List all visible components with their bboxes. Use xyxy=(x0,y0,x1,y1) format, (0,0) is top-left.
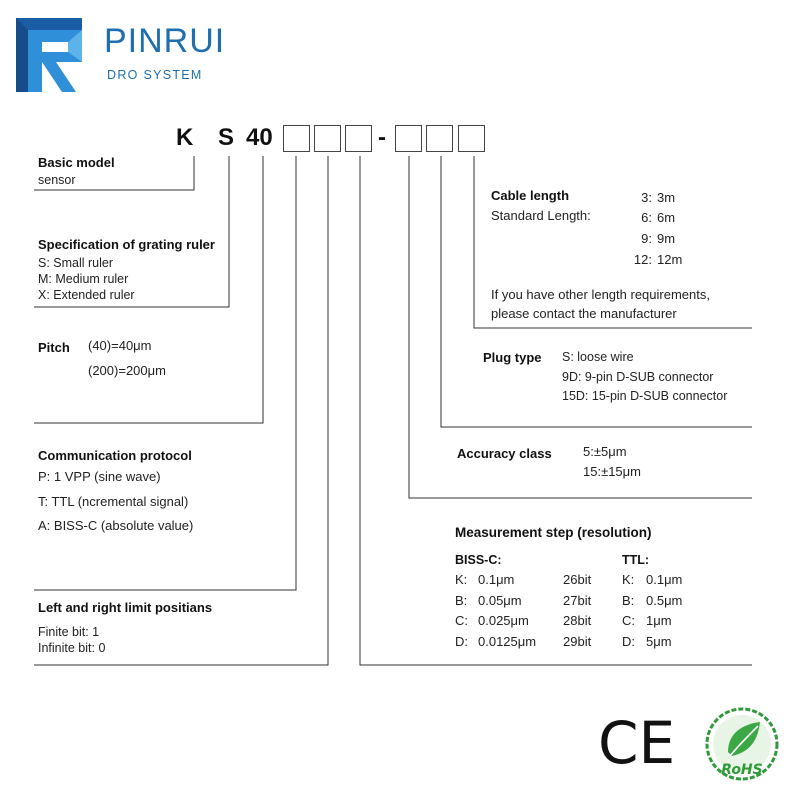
protocol-option: A: BISS-C (absolute value) xyxy=(38,518,194,533)
biss-code: D: xyxy=(455,634,468,649)
pitch-title: Pitch xyxy=(38,340,70,355)
code-dash: - xyxy=(378,124,386,151)
ttl-code: C: xyxy=(622,613,635,628)
biss-value: 0.025μm xyxy=(478,613,529,628)
biss-code: C: xyxy=(455,613,468,628)
biss-value: 0.05μm xyxy=(478,593,522,608)
biss-code: B: xyxy=(455,593,468,608)
ttl-code: D: xyxy=(622,634,635,649)
plug-title: Plug type xyxy=(483,350,542,365)
limit-title: Left and right limit positians xyxy=(38,600,213,615)
code-letter-k: K xyxy=(176,124,194,151)
line-cable xyxy=(474,156,752,328)
protocol-option: T: TTL (ncremental signal) xyxy=(38,494,189,509)
cable-code: 12: xyxy=(633,252,652,267)
brand-subtitle: DRO SYSTEM xyxy=(107,68,203,82)
limit-option: Infinite bit: 0 xyxy=(38,641,106,655)
pitch-option: (40)=40μm xyxy=(88,338,152,353)
biss-value: 0.0125μm xyxy=(478,634,537,649)
ttl-value: 5μm xyxy=(646,634,672,649)
ce-mark-text: CE xyxy=(598,712,676,770)
measurement-title: Measurement step (resolution) xyxy=(455,525,652,540)
pitch-option: (200)=200μm xyxy=(88,363,166,378)
ttl-code: K: xyxy=(622,572,635,587)
line-limit xyxy=(34,156,328,665)
plug-option: S: loose wire xyxy=(562,350,634,364)
cable-code: 3: xyxy=(641,190,652,205)
accuracy-title: Accuracy class xyxy=(457,446,552,461)
biss-bit: 26bit xyxy=(563,572,592,587)
cable-value: 9m xyxy=(657,231,676,246)
grating-option: S: Small ruler xyxy=(38,256,114,270)
biss-title: BISS-C: xyxy=(455,553,502,567)
line-measurement xyxy=(360,156,752,665)
cable-note: please contact the manufacturer xyxy=(491,306,677,321)
accuracy-option: 15:±15μm xyxy=(583,464,641,479)
basic-model-title: Basic model xyxy=(38,155,115,170)
plug-option: 9D: 9-pin D-SUB connector xyxy=(562,370,714,384)
code-letter-s: S xyxy=(218,124,235,151)
limit-option: Finite bit: 1 xyxy=(38,625,100,639)
cable-value: 3m xyxy=(657,190,676,205)
grating-option: X: Extended ruler xyxy=(38,288,135,302)
grating-spec-title: Specification of grating ruler xyxy=(38,237,215,252)
rohs-mark-icon xyxy=(704,706,780,782)
biss-value: 0.1μm xyxy=(478,572,515,587)
ttl-value: 0.1μm xyxy=(646,572,683,587)
cable-code: 9: xyxy=(641,231,652,246)
basic-model-value: sensor xyxy=(38,173,76,187)
brand-name: PINRUI xyxy=(104,22,226,60)
code-pitch: 40 xyxy=(246,124,273,151)
biss-bit: 28bit xyxy=(563,613,592,628)
cable-title: Cable length xyxy=(491,188,570,203)
cable-value: 12m xyxy=(657,252,683,267)
rohs-mark-text: RoHS xyxy=(721,762,763,778)
ttl-title: TTL: xyxy=(622,553,650,567)
cable-note: If you have other length requirements, xyxy=(491,287,710,302)
grating-option: M: Medium ruler xyxy=(38,272,129,286)
cable-value: 6m xyxy=(657,210,676,225)
biss-bit: 27bit xyxy=(563,593,592,608)
cable-code: 6: xyxy=(641,210,652,225)
biss-bit: 29bit xyxy=(563,634,592,649)
ttl-value: 1μm xyxy=(646,613,672,628)
plug-option: 15D: 15-pin D-SUB connector xyxy=(562,389,728,403)
cable-subtitle: Standard Length: xyxy=(491,208,591,223)
ce-mark-icon xyxy=(598,712,676,770)
protocol-title: Communication protocol xyxy=(38,448,192,463)
accuracy-option: 5:±5μm xyxy=(583,444,627,459)
ttl-value: 0.5μm xyxy=(646,593,683,608)
protocol-option: P: 1 VPP (sine wave) xyxy=(38,469,161,484)
biss-code: K: xyxy=(455,572,468,587)
ttl-code: B: xyxy=(622,593,635,608)
